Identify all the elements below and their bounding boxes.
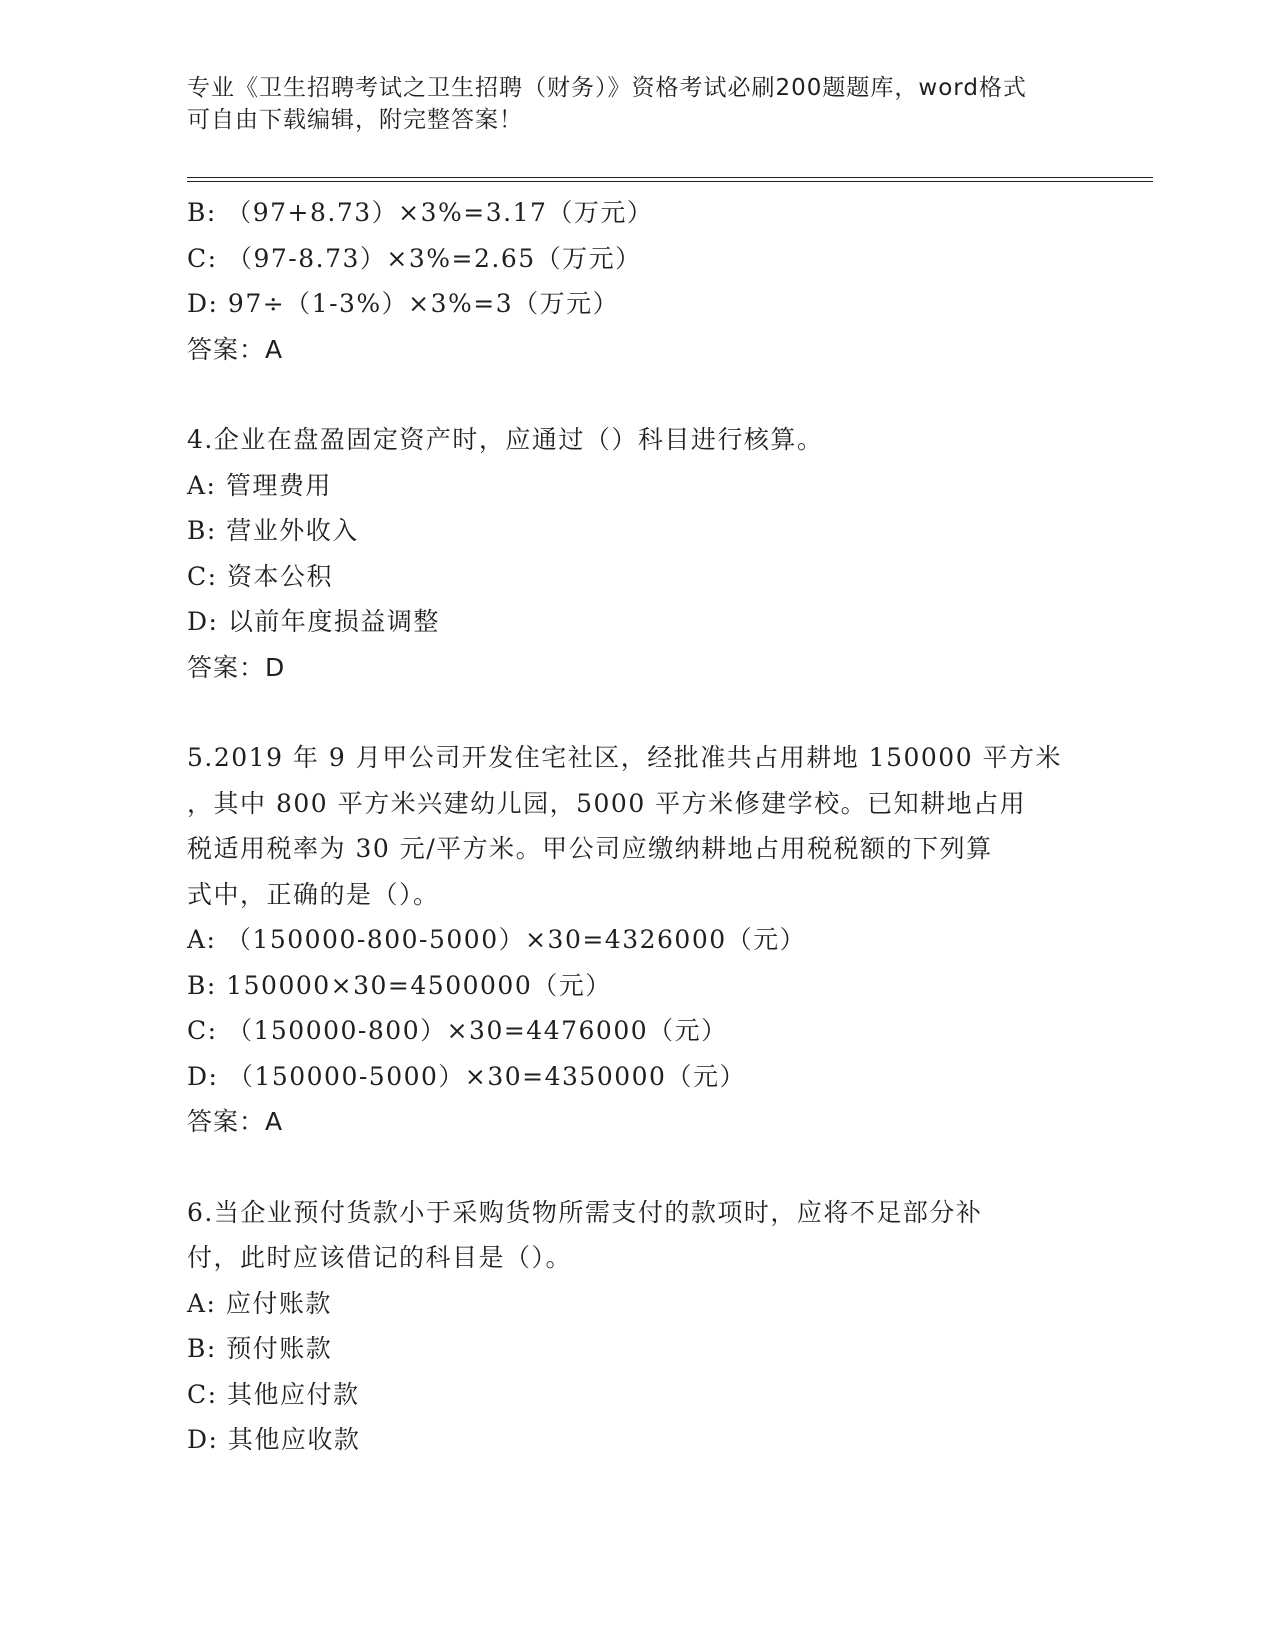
header-title-line-1: 专业《卫生招聘考试之卫生招聘（财务）》资格考试必刷200题题库，word格式 [187, 75, 1027, 101]
question-list [187, 190, 1087, 1463]
q4-option-d: D: 以前年度损益调整 [187, 607, 440, 636]
header-title-line-2: 可自由下载编辑，附完整答案！ [187, 107, 523, 133]
q5-option-b: B: 150000×30=4500000（元） [187, 970, 612, 1000]
q3-option-d: D: 97÷（1-3%）×3%=3（万元） [187, 289, 620, 318]
q6-option-a: A: 应付账款 [187, 1288, 332, 1318]
header-divider-top [187, 177, 1153, 178]
q3-option-c: C: （97-8.73）×3%=2.65（万元） [187, 243, 642, 273]
q3-answer: 答案：A [187, 334, 284, 364]
q5-answer: 答案：A [187, 1107, 284, 1136]
q4-option-c: C: 资本公积 [187, 561, 333, 591]
question-4-block [187, 417, 1087, 690]
q4-option-a: A: 管理费用 [187, 470, 332, 500]
q6-option-c: C: 其他应付款 [187, 1379, 360, 1409]
q5-option-d: D: （150000-5000）×30=4350000（元） [187, 1061, 746, 1091]
q4-question: 4.企业在盘盈固定资产时，应通过（）科目进行核算。 [187, 425, 824, 454]
header-divider-bottom [187, 181, 1153, 182]
q5-question-line-2: ，其中 800 平方米兴建幼儿园，5000 平方米修建学校。已知耕地占用 [187, 788, 1027, 818]
q6-question-line-2: 付，此时应该借记的科目是（）。 [187, 1243, 573, 1272]
spacer [187, 372, 1087, 417]
spacer [187, 690, 1087, 735]
spacer [187, 1145, 1087, 1190]
q5-question-line-4: 式中，正确的是（）。 [187, 879, 440, 909]
question-6-block [187, 1190, 1087, 1463]
q5-option-a: A: （150000-800-5000）×30=4326000（元） [187, 925, 807, 954]
q4-answer: 答案：D [187, 652, 286, 682]
q6-question-line-1: 6.当企业预付货款小于采购货物所需支付的款项时，应将不足部分补 [187, 1197, 983, 1227]
question-3-block [187, 190, 1087, 372]
q6-option-d: D: 其他应收款 [187, 1425, 361, 1454]
q5-option-c: C: （150000-800）×30=4476000（元） [187, 1016, 728, 1045]
q5-question-line-3: 税适用税率为 30 元/平方米。甲公司应缴纳耕地占用税税额的下列算 [187, 834, 993, 863]
q3-option-b: B: （97+8.73）×3%=3.17（万元） [187, 198, 654, 227]
q4-option-b: B: 营业外收入 [187, 516, 359, 545]
q6-option-b: B: 预付账款 [187, 1334, 333, 1363]
q5-question-line-1: 5.2019 年 9 月甲公司开发住宅社区，经批准共占用耕地 150000 平方米 [187, 743, 1063, 772]
question-5-block [187, 735, 1087, 1145]
document-header [187, 72, 1067, 136]
